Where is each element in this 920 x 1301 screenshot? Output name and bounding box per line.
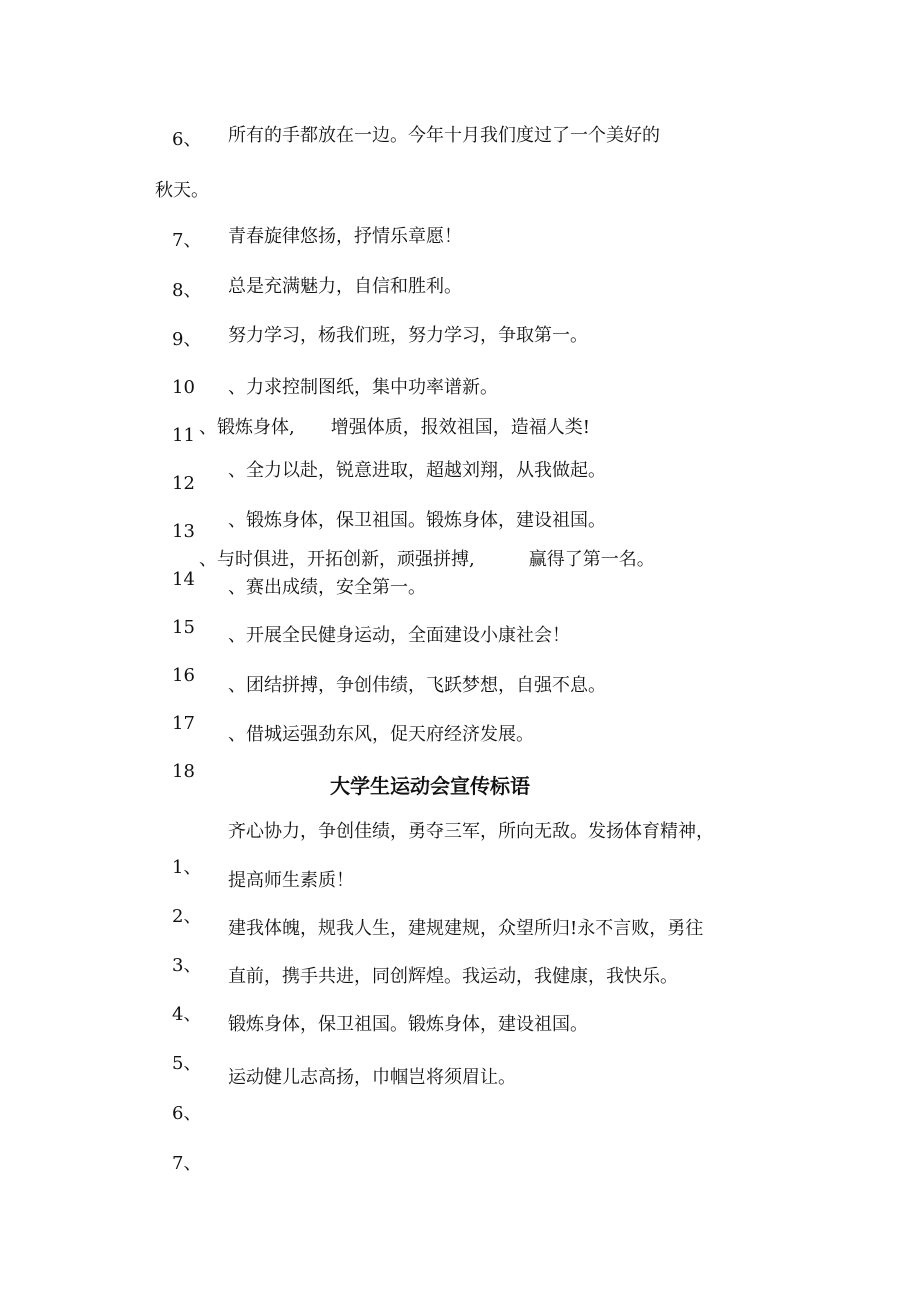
- item-number: 12: [172, 473, 195, 494]
- slogan-text: 、力求控制图纸，集中功率谱新。: [228, 377, 498, 398]
- item-number: 15: [172, 617, 195, 638]
- slogan-text: 、开展全民健身运动，全面建设小康社会！: [228, 625, 570, 646]
- slogan-text: 、团结拼搏，争创伟绩，飞跃梦想，自强不息。: [228, 675, 606, 696]
- slogan-text: 秋天。: [155, 180, 209, 201]
- slogan-text: 、与时俱进，开拓创新，顽强拼搏, 赢得了第一名。: [199, 549, 655, 570]
- section-title: 大学生运动会宣传标语: [330, 774, 530, 798]
- slogan-text: 直前，携手共进，同创辉煌。我运动，我健康，我快乐。: [228, 966, 678, 987]
- item-number: 6、: [172, 1103, 202, 1124]
- item-number: 8、: [172, 280, 202, 301]
- slogan-text: 提高师生素质！: [228, 870, 354, 891]
- slogan-text: 青春旋律悠扬，抒情乐章愿！: [228, 226, 462, 247]
- item-number: 3、: [172, 955, 202, 976]
- slogan-text: 齐心协力，争创佳绩，勇夺三军，所向无敌。发扬体育精神，: [228, 821, 714, 842]
- slogan-text: 锻炼身体，保卫祖国。锻炼身体，建设祖国。: [228, 1014, 588, 1035]
- slogan-text: 运动健儿志高扬，巾帼岂将须眉让。: [228, 1067, 516, 1088]
- item-number: 10: [172, 377, 195, 398]
- item-number: 1、: [172, 857, 202, 878]
- item-number: 7、: [172, 1153, 202, 1174]
- item-number: 7、: [172, 230, 202, 251]
- item-number: 16: [172, 665, 195, 686]
- item-number: 14: [172, 569, 195, 590]
- slogan-text: 总是充满魅力，自信和胜利。: [228, 276, 462, 297]
- item-number: 6、: [172, 129, 202, 150]
- item-number: 5、: [172, 1053, 202, 1074]
- slogan-text: 、赛出成绩，安全第一。: [228, 577, 426, 598]
- item-number: 13: [172, 521, 195, 542]
- item-number: 9、: [172, 329, 202, 350]
- slogan-text: 、锻炼身体，保卫祖国。锻炼身体，建设祖国。: [228, 510, 606, 531]
- slogan-text: 努力学习，杨我们班，努力学习，争取第一。: [228, 325, 588, 346]
- slogan-text: 建我体魄，规我人生，建规建规，众望所归!永不言败，勇往: [228, 918, 704, 939]
- slogan-text: 、全力以赴，锐意进取，超越刘翔，从我做起。: [228, 460, 606, 481]
- item-number: 17: [172, 713, 195, 734]
- slogan-text: 、借城运强劲东风，促天府经济发展。: [228, 724, 534, 745]
- slogan-text: 所有的手都放在一边。今年十月我们度过了一个美好的: [228, 125, 660, 146]
- slogan-text: 、锻炼身体, 增强体质，报效祖国，造福人类!: [199, 417, 590, 438]
- item-number: 2、: [172, 906, 202, 927]
- item-number: 18: [172, 761, 195, 782]
- item-number: 11: [172, 425, 195, 446]
- item-number: 4、: [172, 1004, 202, 1025]
